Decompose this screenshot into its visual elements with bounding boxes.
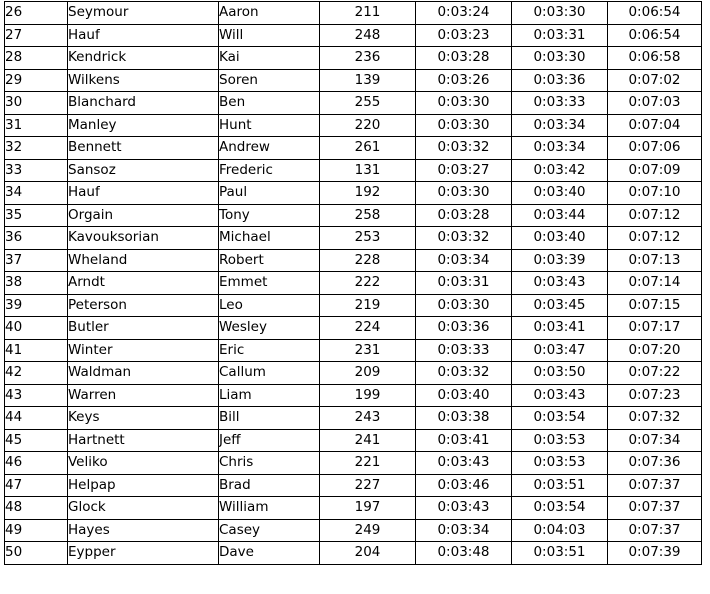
cell-total-time: 0:07:02 [608, 69, 702, 92]
cell-split-1: 0:03:30 [416, 114, 512, 137]
table-row [5, 429, 702, 452]
table-row [5, 542, 702, 565]
table-row [5, 519, 702, 542]
cell-total-time: 0:07:15 [608, 294, 702, 317]
cell-last-name: Winter [68, 339, 219, 362]
cell-split-1: 0:03:43 [416, 452, 512, 475]
cell-place: 41 [5, 339, 68, 362]
cell-place: 33 [5, 159, 68, 182]
table-row [5, 137, 702, 160]
cell-split-2: 0:03:30 [512, 2, 608, 25]
cell-bib: 211 [320, 2, 416, 25]
race-results-table [4, 1, 702, 565]
cell-bib: 258 [320, 204, 416, 227]
cell-split-1: 0:03:38 [416, 407, 512, 430]
cell-first-name: William [219, 497, 320, 520]
table-row [5, 92, 702, 115]
cell-first-name: Brad [219, 474, 320, 497]
table-row [5, 227, 702, 250]
cell-split-2: 0:03:40 [512, 227, 608, 250]
cell-last-name: Hauf [68, 182, 219, 205]
cell-total-time: 0:07:12 [608, 204, 702, 227]
cell-split-2: 0:03:34 [512, 137, 608, 160]
cell-split-2: 0:03:51 [512, 542, 608, 565]
cell-first-name: Robert [219, 249, 320, 272]
cell-split-1: 0:03:26 [416, 69, 512, 92]
cell-split-1: 0:03:34 [416, 519, 512, 542]
cell-place: 29 [5, 69, 68, 92]
cell-split-2: 0:03:44 [512, 204, 608, 227]
cell-last-name: Bennett [68, 137, 219, 160]
cell-split-2: 0:03:30 [512, 47, 608, 70]
cell-bib: 204 [320, 542, 416, 565]
cell-bib: 222 [320, 272, 416, 295]
cell-last-name: Sansoz [68, 159, 219, 182]
cell-place: 39 [5, 294, 68, 317]
cell-place: 32 [5, 137, 68, 160]
table-row [5, 294, 702, 317]
table-row [5, 2, 702, 25]
cell-place: 47 [5, 474, 68, 497]
cell-split-1: 0:03:34 [416, 249, 512, 272]
cell-total-time: 0:07:04 [608, 114, 702, 137]
cell-bib: 253 [320, 227, 416, 250]
cell-total-time: 0:07:37 [608, 497, 702, 520]
table-row [5, 339, 702, 362]
cell-split-1: 0:03:32 [416, 227, 512, 250]
cell-bib: 231 [320, 339, 416, 362]
cell-split-2: 0:03:31 [512, 24, 608, 47]
table-row [5, 159, 702, 182]
cell-first-name: Kai [219, 47, 320, 70]
cell-total-time: 0:07:06 [608, 137, 702, 160]
table-row [5, 272, 702, 295]
cell-total-time: 0:07:13 [608, 249, 702, 272]
cell-place: 48 [5, 497, 68, 520]
cell-first-name: Ben [219, 92, 320, 115]
cell-place: 31 [5, 114, 68, 137]
cell-last-name: Orgain [68, 204, 219, 227]
table-row [5, 114, 702, 137]
cell-first-name: Bill [219, 407, 320, 430]
cell-split-2: 0:03:36 [512, 69, 608, 92]
cell-place: 30 [5, 92, 68, 115]
cell-first-name: Jeff [219, 429, 320, 452]
cell-last-name: Keys [68, 407, 219, 430]
cell-split-1: 0:03:36 [416, 317, 512, 340]
cell-bib: 224 [320, 317, 416, 340]
cell-place: 35 [5, 204, 68, 227]
cell-place: 40 [5, 317, 68, 340]
cell-first-name: Aaron [219, 2, 320, 25]
cell-last-name: Warren [68, 384, 219, 407]
cell-first-name: Chris [219, 452, 320, 475]
cell-bib: 219 [320, 294, 416, 317]
cell-split-1: 0:03:30 [416, 92, 512, 115]
cell-bib: 197 [320, 497, 416, 520]
cell-last-name: Peterson [68, 294, 219, 317]
cell-total-time: 0:06:54 [608, 2, 702, 25]
cell-place: 49 [5, 519, 68, 542]
cell-split-1: 0:03:30 [416, 294, 512, 317]
cell-first-name: Leo [219, 294, 320, 317]
cell-split-2: 0:03:45 [512, 294, 608, 317]
cell-split-2: 0:03:39 [512, 249, 608, 272]
cell-place: 43 [5, 384, 68, 407]
cell-first-name: Paul [219, 182, 320, 205]
cell-total-time: 0:07:10 [608, 182, 702, 205]
cell-last-name: Waldman [68, 362, 219, 385]
cell-split-1: 0:03:33 [416, 339, 512, 362]
cell-split-2: 0:03:41 [512, 317, 608, 340]
cell-total-time: 0:07:39 [608, 542, 702, 565]
cell-last-name: Wheland [68, 249, 219, 272]
cell-bib: 220 [320, 114, 416, 137]
table-row [5, 249, 702, 272]
cell-bib: 139 [320, 69, 416, 92]
cell-split-1: 0:03:28 [416, 204, 512, 227]
cell-split-2: 0:03:42 [512, 159, 608, 182]
cell-bib: 228 [320, 249, 416, 272]
cell-last-name: Veliko [68, 452, 219, 475]
cell-total-time: 0:07:12 [608, 227, 702, 250]
cell-last-name: Blanchard [68, 92, 219, 115]
cell-first-name: Liam [219, 384, 320, 407]
cell-place: 38 [5, 272, 68, 295]
cell-bib: 236 [320, 47, 416, 70]
cell-place: 50 [5, 542, 68, 565]
cell-total-time: 0:07:20 [608, 339, 702, 362]
cell-total-time: 0:07:36 [608, 452, 702, 475]
cell-split-2: 0:03:43 [512, 272, 608, 295]
table-row [5, 497, 702, 520]
cell-total-time: 0:07:22 [608, 362, 702, 385]
cell-total-time: 0:07:32 [608, 407, 702, 430]
cell-split-1: 0:03:40 [416, 384, 512, 407]
cell-first-name: Eric [219, 339, 320, 362]
cell-place: 37 [5, 249, 68, 272]
cell-last-name: Hauf [68, 24, 219, 47]
cell-split-1: 0:03:27 [416, 159, 512, 182]
cell-first-name: Michael [219, 227, 320, 250]
cell-first-name: Tony [219, 204, 320, 227]
cell-last-name: Kavouksorian [68, 227, 219, 250]
table-row [5, 384, 702, 407]
table-row [5, 317, 702, 340]
cell-split-1: 0:03:43 [416, 497, 512, 520]
cell-first-name: Soren [219, 69, 320, 92]
cell-first-name: Andrew [219, 137, 320, 160]
cell-total-time: 0:07:37 [608, 474, 702, 497]
cell-total-time: 0:07:37 [608, 519, 702, 542]
cell-first-name: Dave [219, 542, 320, 565]
cell-bib: 241 [320, 429, 416, 452]
cell-split-2: 0:03:53 [512, 429, 608, 452]
cell-last-name: Seymour [68, 2, 219, 25]
cell-last-name: Hartnett [68, 429, 219, 452]
cell-place: 42 [5, 362, 68, 385]
cell-split-2: 0:03:33 [512, 92, 608, 115]
cell-split-1: 0:03:24 [416, 2, 512, 25]
table-row [5, 204, 702, 227]
cell-total-time: 0:07:23 [608, 384, 702, 407]
cell-place: 46 [5, 452, 68, 475]
cell-split-2: 0:03:47 [512, 339, 608, 362]
cell-total-time: 0:06:54 [608, 24, 702, 47]
cell-first-name: Wesley [219, 317, 320, 340]
cell-bib: 192 [320, 182, 416, 205]
cell-last-name: Kendrick [68, 47, 219, 70]
cell-total-time: 0:06:58 [608, 47, 702, 70]
table-row [5, 362, 702, 385]
cell-place: 36 [5, 227, 68, 250]
cell-place: 44 [5, 407, 68, 430]
cell-place: 28 [5, 47, 68, 70]
cell-total-time: 0:07:09 [608, 159, 702, 182]
cell-first-name: Hunt [219, 114, 320, 137]
cell-bib: 261 [320, 137, 416, 160]
cell-split-1: 0:03:41 [416, 429, 512, 452]
cell-split-2: 0:03:43 [512, 384, 608, 407]
cell-split-1: 0:03:46 [416, 474, 512, 497]
table-row [5, 474, 702, 497]
cell-last-name: Manley [68, 114, 219, 137]
cell-split-2: 0:03:34 [512, 114, 608, 137]
cell-split-1: 0:03:31 [416, 272, 512, 295]
cell-first-name: Emmet [219, 272, 320, 295]
cell-split-2: 0:03:51 [512, 474, 608, 497]
cell-total-time: 0:07:03 [608, 92, 702, 115]
cell-bib: 248 [320, 24, 416, 47]
cell-last-name: Arndt [68, 272, 219, 295]
cell-first-name: Will [219, 24, 320, 47]
cell-last-name: Butler [68, 317, 219, 340]
table-row [5, 24, 702, 47]
cell-total-time: 0:07:14 [608, 272, 702, 295]
table-row [5, 47, 702, 70]
cell-place: 45 [5, 429, 68, 452]
cell-bib: 199 [320, 384, 416, 407]
cell-place: 34 [5, 182, 68, 205]
cell-bib: 243 [320, 407, 416, 430]
cell-last-name: Glock [68, 497, 219, 520]
cell-first-name: Callum [219, 362, 320, 385]
cell-split-1: 0:03:28 [416, 47, 512, 70]
cell-split-1: 0:03:23 [416, 24, 512, 47]
cell-bib: 249 [320, 519, 416, 542]
cell-bib: 131 [320, 159, 416, 182]
table-row [5, 452, 702, 475]
cell-last-name: Eypper [68, 542, 219, 565]
table-row [5, 182, 702, 205]
cell-total-time: 0:07:17 [608, 317, 702, 340]
cell-split-2: 0:03:40 [512, 182, 608, 205]
table-row [5, 69, 702, 92]
cell-bib: 227 [320, 474, 416, 497]
cell-split-1: 0:03:32 [416, 362, 512, 385]
cell-bib: 221 [320, 452, 416, 475]
results-table-body [5, 2, 702, 565]
cell-split-1: 0:03:48 [416, 542, 512, 565]
cell-last-name: Hayes [68, 519, 219, 542]
cell-first-name: Frederic [219, 159, 320, 182]
cell-first-name: Casey [219, 519, 320, 542]
cell-place: 27 [5, 24, 68, 47]
cell-split-2: 0:03:54 [512, 497, 608, 520]
table-row [5, 407, 702, 430]
cell-last-name: Helpap [68, 474, 219, 497]
cell-place: 26 [5, 2, 68, 25]
cell-split-2: 0:03:53 [512, 452, 608, 475]
cell-split-1: 0:03:32 [416, 137, 512, 160]
cell-split-2: 0:03:54 [512, 407, 608, 430]
cell-split-1: 0:03:30 [416, 182, 512, 205]
cell-total-time: 0:07:34 [608, 429, 702, 452]
cell-bib: 255 [320, 92, 416, 115]
cell-split-2: 0:03:50 [512, 362, 608, 385]
cell-last-name: Wilkens [68, 69, 219, 92]
cell-bib: 209 [320, 362, 416, 385]
cell-split-2: 0:04:03 [512, 519, 608, 542]
